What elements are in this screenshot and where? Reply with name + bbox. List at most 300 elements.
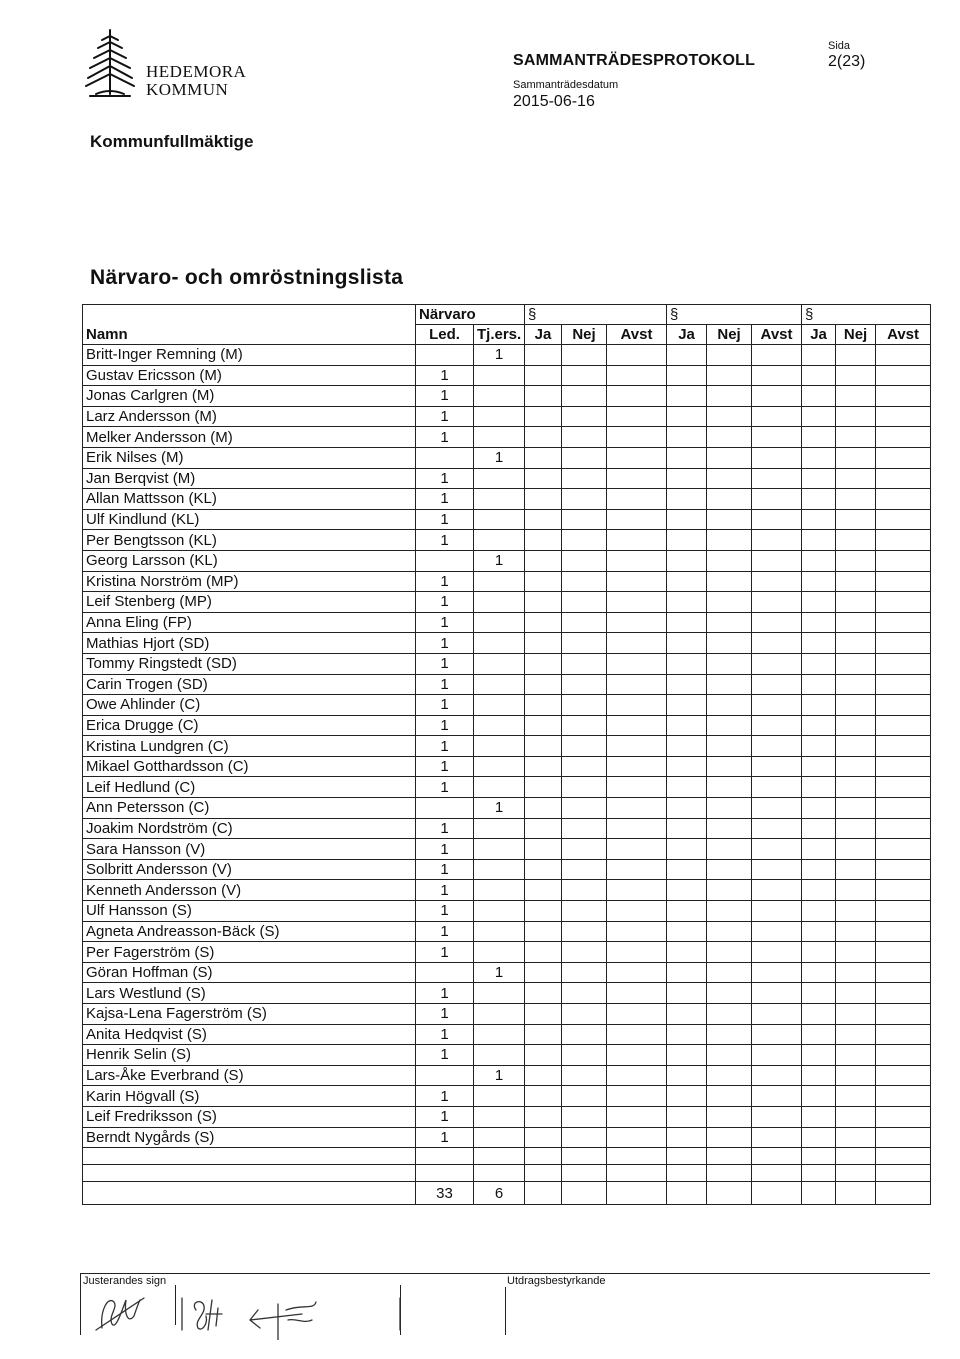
vote-cell <box>667 509 707 530</box>
tj-cell <box>474 736 525 757</box>
vote-cell <box>836 818 876 839</box>
vote-cell <box>607 962 667 983</box>
member-name: Per Fagerström (S) <box>83 942 416 963</box>
vote-cell <box>707 653 752 674</box>
vote-cell <box>707 1182 752 1205</box>
logo-text-hedemora: HEDEMORA <box>146 62 247 81</box>
member-name: Erik Nilses (M) <box>83 447 416 468</box>
name-column-header: Namn <box>83 325 416 345</box>
vote-cell <box>876 736 931 757</box>
vote-cell <box>836 386 876 407</box>
vote-cell <box>876 880 931 901</box>
vote-cell <box>562 530 607 551</box>
vote-cell <box>562 550 607 571</box>
vote-cell <box>525 1106 562 1127</box>
vote-cell <box>876 509 931 530</box>
vote-cell <box>752 777 802 798</box>
list-title: Närvaro- och omröstningslista <box>90 266 404 289</box>
ja-header-2: Ja <box>667 325 707 345</box>
vote-cell <box>607 612 667 633</box>
vote-cell <box>667 1106 707 1127</box>
led-cell: 1 <box>416 859 474 880</box>
vote-cell <box>562 345 607 366</box>
table-row <box>83 612 931 633</box>
tj-cell <box>474 1106 525 1127</box>
vote-cell <box>607 1004 667 1025</box>
table-row <box>83 1045 931 1066</box>
table-row <box>83 880 931 901</box>
vote-cell <box>876 1004 931 1025</box>
vote-cell <box>525 674 562 695</box>
vote-cell <box>802 468 836 489</box>
vote-cell <box>707 509 752 530</box>
vote-cell <box>707 1004 752 1025</box>
vote-cell <box>802 633 836 654</box>
table-row <box>83 859 931 880</box>
led-cell: 1 <box>416 736 474 757</box>
vote-cell <box>562 962 607 983</box>
vote-cell <box>802 1106 836 1127</box>
vote-cell <box>667 736 707 757</box>
vote-cell <box>752 489 802 510</box>
table-row <box>83 818 931 839</box>
vote-cell <box>562 901 607 922</box>
vote-cell <box>802 406 836 427</box>
vote-cell <box>525 1045 562 1066</box>
tj-cell: 1 <box>474 550 525 571</box>
vote-cell <box>607 695 667 716</box>
vote-cell <box>802 818 836 839</box>
vote-cell <box>607 653 667 674</box>
member-name: Erica Drugge (C) <box>83 715 416 736</box>
table-row <box>83 1106 931 1127</box>
vote-cell <box>607 715 667 736</box>
tj-cell <box>474 592 525 613</box>
tj-cell <box>474 777 525 798</box>
vote-cell <box>752 653 802 674</box>
vote-cell <box>562 592 607 613</box>
led-cell <box>416 1065 474 1086</box>
vote-cell <box>836 880 876 901</box>
body-name: Kommunfullmäktige <box>90 132 254 151</box>
extract-label: Utdragsbestyrkande <box>507 1275 606 1287</box>
vote-cell <box>802 777 836 798</box>
vote-cell <box>752 756 802 777</box>
vote-cell <box>607 859 667 880</box>
vote-cell <box>802 1045 836 1066</box>
vote-cell <box>667 427 707 448</box>
vote-cell <box>667 1004 707 1025</box>
vote-cell <box>707 447 752 468</box>
vote-cell <box>562 756 607 777</box>
vote-cell <box>752 1024 802 1045</box>
vote-cell <box>876 489 931 510</box>
vote-cell <box>607 983 667 1004</box>
vote-cell <box>607 921 667 942</box>
vote-cell <box>836 447 876 468</box>
led-cell: 1 <box>416 777 474 798</box>
led-cell: 1 <box>416 942 474 963</box>
protocol-title: SAMMANTRÄDESPROTOKOLL <box>513 52 756 69</box>
tj-cell <box>474 365 525 386</box>
vote-cell <box>876 777 931 798</box>
vote-cell <box>836 406 876 427</box>
vote-cell <box>876 386 931 407</box>
vote-cell <box>607 592 667 613</box>
member-name: Anita Hedqvist (S) <box>83 1024 416 1045</box>
vote-cell <box>607 1045 667 1066</box>
sign-box-edge <box>80 1273 81 1335</box>
table-row <box>83 736 931 757</box>
vote-cell <box>607 1086 667 1107</box>
vote-cell <box>707 942 752 963</box>
empty-cell <box>876 1148 931 1165</box>
led-cell <box>416 550 474 571</box>
avst-header-3: Avst <box>876 325 931 345</box>
vote-cell <box>876 1106 931 1127</box>
tj-cell <box>474 1086 525 1107</box>
avst-header-1: Avst <box>607 325 667 345</box>
vote-cell <box>607 345 667 366</box>
led-cell: 1 <box>416 386 474 407</box>
vote-cell <box>836 550 876 571</box>
tj-cell <box>474 880 525 901</box>
vote-cell <box>802 1065 836 1086</box>
led-cell: 1 <box>416 983 474 1004</box>
vote-cell <box>562 798 607 819</box>
vote-cell <box>802 921 836 942</box>
tj-cell <box>474 1024 525 1045</box>
tj-cell <box>474 1127 525 1148</box>
vote-cell <box>562 715 607 736</box>
vote-cell <box>525 571 562 592</box>
vote-cell <box>836 1086 876 1107</box>
empty-cell <box>667 1165 707 1182</box>
totals-label-cell <box>83 1182 416 1205</box>
tj-cell <box>474 756 525 777</box>
vote-cell <box>836 798 876 819</box>
vote-cell <box>876 1024 931 1045</box>
vote-cell <box>752 530 802 551</box>
led-cell: 1 <box>416 901 474 922</box>
vote-cell <box>836 509 876 530</box>
vote-cell <box>802 715 836 736</box>
vote-cell <box>607 406 667 427</box>
vote-cell <box>876 406 931 427</box>
empty-cell <box>562 1148 607 1165</box>
vote-cell <box>707 406 752 427</box>
footer-rule <box>80 1273 930 1274</box>
vote-cell <box>667 983 707 1004</box>
tj-cell <box>474 489 525 510</box>
vote-cell <box>752 962 802 983</box>
tj-cell <box>474 839 525 860</box>
vote-cell <box>876 839 931 860</box>
vote-cell <box>667 674 707 695</box>
vote-cell <box>707 1024 752 1045</box>
vote-cell <box>667 839 707 860</box>
vote-cell <box>607 468 667 489</box>
vote-cell <box>802 1086 836 1107</box>
vote-cell <box>562 983 607 1004</box>
empty-cell <box>707 1165 752 1182</box>
vote-cell <box>802 592 836 613</box>
member-name: Larz Andersson (M) <box>83 406 416 427</box>
member-name: Kajsa-Lena Fagerström (S) <box>83 1004 416 1025</box>
table-header-row-2 <box>83 325 931 345</box>
vote-cell <box>802 345 836 366</box>
empty-cell <box>525 1165 562 1182</box>
vote-cell <box>752 695 802 716</box>
vote-cell <box>876 612 931 633</box>
vote-cell <box>607 489 667 510</box>
empty-cell <box>83 1165 416 1182</box>
table-row <box>83 427 931 448</box>
vote-cell <box>562 777 607 798</box>
vote-cell <box>667 695 707 716</box>
vote-cell <box>525 427 562 448</box>
tj-cell <box>474 612 525 633</box>
member-name: Kristina Lundgren (C) <box>83 736 416 757</box>
vote-cell <box>802 880 836 901</box>
member-name: Tommy Ringstedt (SD) <box>83 653 416 674</box>
vote-cell <box>802 674 836 695</box>
vote-cell <box>707 530 752 551</box>
vote-cell <box>876 1086 931 1107</box>
member-name: Berndt Nygårds (S) <box>83 1127 416 1148</box>
table-row <box>83 550 931 571</box>
led-cell: 1 <box>416 921 474 942</box>
vote-cell <box>667 921 707 942</box>
vote-cell <box>525 798 562 819</box>
table-row <box>83 468 931 489</box>
vote-cell <box>562 571 607 592</box>
vote-cell <box>562 695 607 716</box>
vote-cell <box>607 427 667 448</box>
table-row <box>83 695 931 716</box>
member-name: Ulf Hansson (S) <box>83 901 416 922</box>
table-row <box>83 1127 931 1148</box>
vote-cell <box>525 509 562 530</box>
vote-cell <box>752 1065 802 1086</box>
vote-cell <box>836 921 876 942</box>
vote-cell <box>836 612 876 633</box>
member-name: Leif Hedlund (C) <box>83 777 416 798</box>
vote-cell <box>876 962 931 983</box>
vote-cell <box>802 550 836 571</box>
vote-cell <box>876 756 931 777</box>
vote-cell <box>876 901 931 922</box>
vote-cell <box>836 1024 876 1045</box>
tj-cell <box>474 859 525 880</box>
vote-cell <box>876 1182 931 1205</box>
ja-header-3: Ja <box>802 325 836 345</box>
tj-cell <box>474 983 525 1004</box>
vote-cell <box>607 901 667 922</box>
vote-cell <box>802 365 836 386</box>
municipality-logo <box>80 28 250 98</box>
vote-cell <box>667 653 707 674</box>
empty-cell <box>707 1148 752 1165</box>
member-name: Henrik Selin (S) <box>83 1045 416 1066</box>
tj-cell <box>474 695 525 716</box>
led-cell: 1 <box>416 674 474 695</box>
tj-cell: 1 <box>474 345 525 366</box>
vote-cell <box>836 674 876 695</box>
vote-cell <box>607 509 667 530</box>
vote-cell <box>802 839 836 860</box>
vote-cell <box>562 1182 607 1205</box>
table-row <box>83 901 931 922</box>
vote-cell <box>876 427 931 448</box>
vote-cell <box>525 880 562 901</box>
table-row <box>83 798 931 819</box>
vote-cell <box>607 756 667 777</box>
vote-cell <box>525 489 562 510</box>
vote-cell <box>525 447 562 468</box>
vote-cell <box>667 447 707 468</box>
vote-cell <box>562 653 607 674</box>
vote-cell <box>876 818 931 839</box>
vote-cell <box>707 901 752 922</box>
vote-cell <box>525 859 562 880</box>
nej-header-1: Nej <box>562 325 607 345</box>
vote-cell <box>752 633 802 654</box>
member-name: Britt-Inger Remning (M) <box>83 345 416 366</box>
vote-cell <box>876 674 931 695</box>
vote-cell <box>836 715 876 736</box>
vote-cell <box>667 571 707 592</box>
tj-cell <box>474 1045 525 1066</box>
empty-cell <box>607 1165 667 1182</box>
vote-cell <box>607 839 667 860</box>
vote-cell <box>752 818 802 839</box>
table-row <box>83 1004 931 1025</box>
vote-cell <box>707 489 752 510</box>
vote-cell <box>876 942 931 963</box>
vote-cell <box>802 509 836 530</box>
table-row <box>83 386 931 407</box>
led-cell: 1 <box>416 427 474 448</box>
vote-cell <box>667 550 707 571</box>
member-name: Mikael Gotthardsson (C) <box>83 756 416 777</box>
vote-cell <box>667 386 707 407</box>
vote-cell <box>707 633 752 654</box>
vote-cell <box>836 859 876 880</box>
vote-cell <box>667 633 707 654</box>
vote-cell <box>525 777 562 798</box>
extract-box-edge <box>505 1287 506 1335</box>
vote-cell <box>667 345 707 366</box>
empty-cell <box>752 1148 802 1165</box>
vote-cell <box>707 612 752 633</box>
led-cell <box>416 345 474 366</box>
vote-cell <box>525 592 562 613</box>
vote-cell <box>667 880 707 901</box>
vote-cell <box>802 756 836 777</box>
vote-cell <box>607 530 667 551</box>
vote-cell <box>752 612 802 633</box>
tj-cell <box>474 653 525 674</box>
vote-cell <box>562 489 607 510</box>
table-row <box>83 509 931 530</box>
led-cell: 1 <box>416 839 474 860</box>
vote-cell <box>752 1004 802 1025</box>
vote-cell <box>707 736 752 757</box>
vote-cell <box>707 859 752 880</box>
vote-cell <box>836 1045 876 1066</box>
member-name: Mathias Hjort (SD) <box>83 633 416 654</box>
section-header-3: § <box>802 305 931 325</box>
vote-cell <box>876 633 931 654</box>
led-cell: 1 <box>416 880 474 901</box>
vote-cell <box>876 1127 931 1148</box>
vote-cell <box>562 736 607 757</box>
page-label: Sida <box>828 40 851 52</box>
table-header-row-1 <box>83 305 931 325</box>
member-name: Gustav Ericsson (M) <box>83 365 416 386</box>
table-row <box>83 1086 931 1107</box>
vote-cell <box>607 942 667 963</box>
vote-cell <box>562 818 607 839</box>
vote-cell <box>752 386 802 407</box>
vote-cell <box>562 839 607 860</box>
vote-cell <box>836 736 876 757</box>
vote-cell <box>607 633 667 654</box>
vote-cell <box>525 1182 562 1205</box>
table-row <box>83 756 931 777</box>
vote-cell <box>836 756 876 777</box>
member-name: Jan Berqvist (M) <box>83 468 416 489</box>
nej-header-2: Nej <box>707 325 752 345</box>
vote-cell <box>525 921 562 942</box>
vote-cell <box>802 1024 836 1045</box>
tj-cell <box>474 571 525 592</box>
vote-cell <box>876 530 931 551</box>
blank-row <box>83 1148 931 1165</box>
vote-cell <box>667 1127 707 1148</box>
vote-cell <box>562 447 607 468</box>
vote-cell <box>667 777 707 798</box>
vote-cell <box>836 777 876 798</box>
vote-cell <box>836 365 876 386</box>
led-cell <box>416 798 474 819</box>
vote-cell <box>802 859 836 880</box>
vote-cell <box>667 756 707 777</box>
vote-cell <box>525 530 562 551</box>
vote-cell <box>525 1004 562 1025</box>
vote-cell <box>707 427 752 448</box>
member-name: Kristina Norström (MP) <box>83 571 416 592</box>
member-name: Kenneth Andersson (V) <box>83 880 416 901</box>
vote-cell <box>752 406 802 427</box>
vote-cell <box>707 1106 752 1127</box>
vote-cell <box>562 859 607 880</box>
vote-cell <box>876 715 931 736</box>
vote-cell <box>752 447 802 468</box>
vote-cell <box>667 530 707 551</box>
vote-cell <box>707 1045 752 1066</box>
vote-cell <box>707 592 752 613</box>
table-row <box>83 571 931 592</box>
vote-cell <box>667 818 707 839</box>
led-column-header: Led. <box>416 325 474 345</box>
section-header-1: § <box>525 305 667 325</box>
led-cell: 1 <box>416 818 474 839</box>
vote-cell <box>707 365 752 386</box>
vote-cell <box>562 1045 607 1066</box>
vote-cell <box>876 365 931 386</box>
